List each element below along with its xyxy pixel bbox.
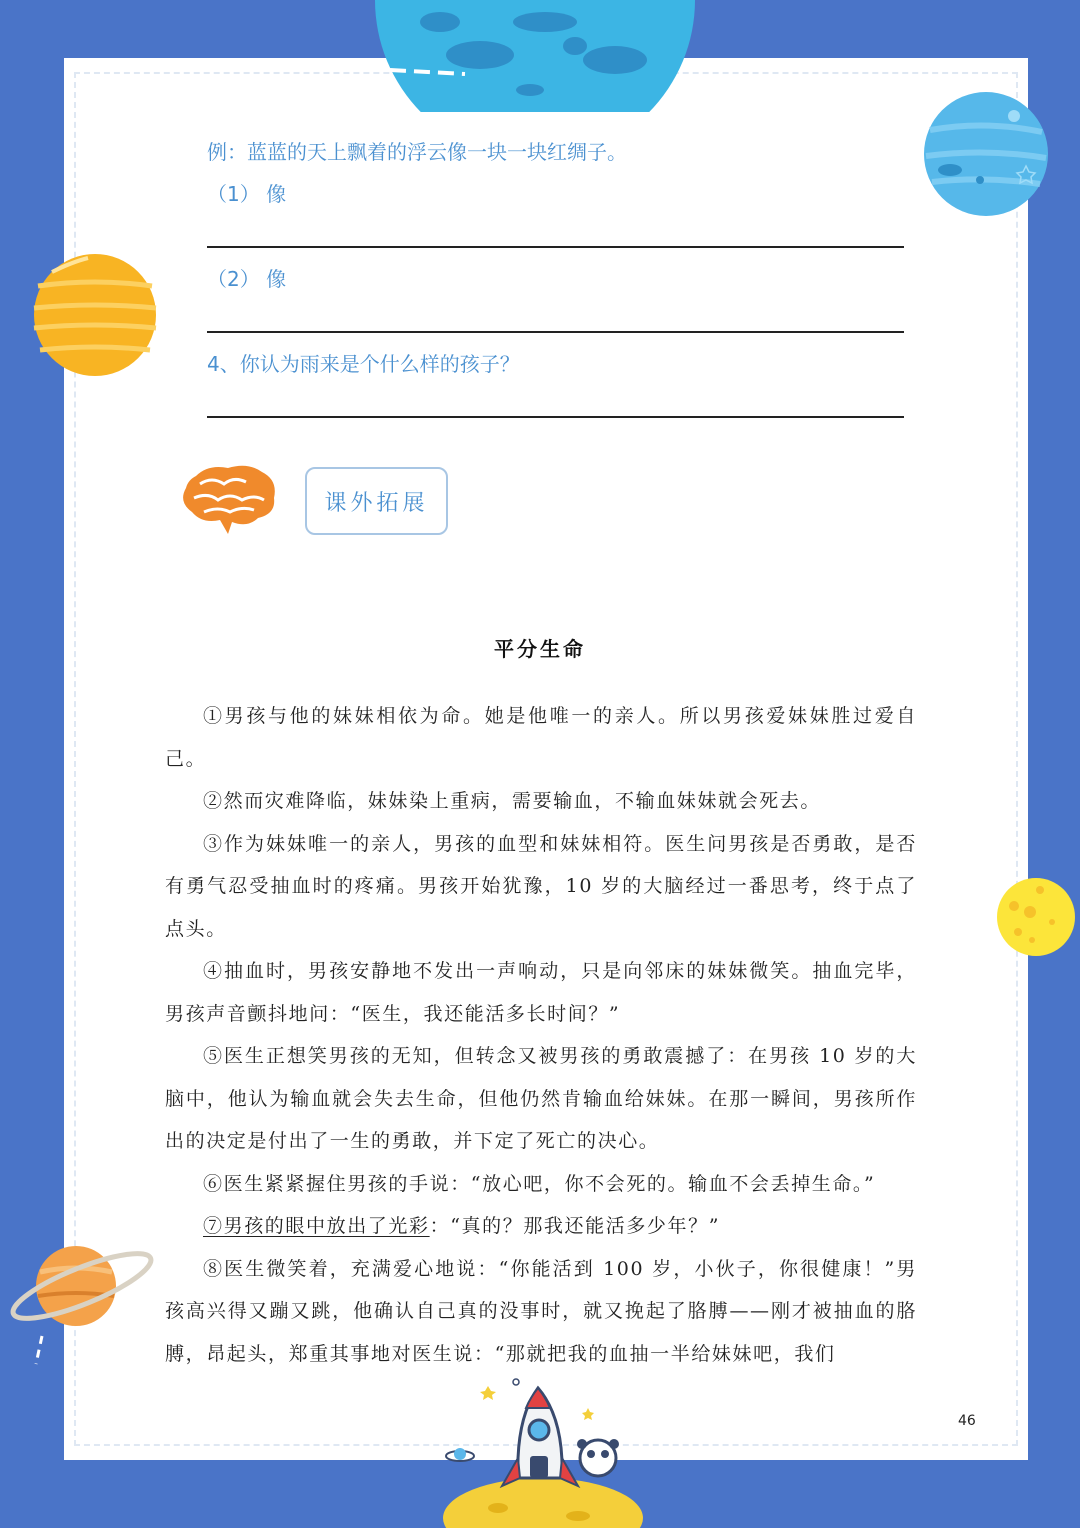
moon-planet-icon — [370, 0, 700, 112]
answer-item-2-label: （2） 像 — [207, 267, 287, 291]
brain-icon — [178, 462, 280, 534]
article-title: 平分生命 — [494, 637, 586, 661]
answer-line-2[interactable] — [207, 331, 904, 333]
saturn-icon — [6, 1240, 156, 1370]
paragraph-7-rest: ：“真的？那我还能活多少年？” — [429, 1215, 721, 1237]
paragraph-3: ③作为妹妹唯一的亲人，男孩的血型和妹妹相符。医生问男孩是否勇敢，是否有勇气忍受抽血时的疼痛。男孩开始犹豫，10 岁的大脑经过一番思考，终于点了点头。 — [165, 832, 917, 940]
paragraph-7 — [165, 1205, 917, 1248]
paragraph-1: ①男孩与他的妹妹相依为命。她是他唯一的亲人。所以男孩爱妹妹胜过爱自己。 — [165, 705, 917, 770]
blue-planet-icon — [922, 90, 1050, 218]
example-sentence: 例：蓝蓝的天上飘着的浮云像一块一块红绸子。 — [207, 140, 627, 164]
answer-line-1[interactable] — [207, 246, 904, 248]
article-body — [165, 695, 917, 1375]
paragraph-6: ⑥医生紧紧握住男孩的手说：“放心吧，你不会死的。输血不会丢掉生命。” — [203, 1172, 876, 1195]
question-4: 4、你认为雨来是个什么样的孩子？ — [207, 352, 520, 376]
section-label-box — [305, 467, 448, 535]
section-label: 课外拓展 — [324, 490, 429, 516]
orange-planet-icon — [32, 252, 158, 378]
paragraph-8: ⑧医生微笑着，充满爱心地说：“你能活到 100 岁，小伙子，你很健康！”男孩高兴得又蹦又跳，他确认自己真的没事时，就又挽起了胳膊——刚才被抽血的胳膊，昂起头，郑重其事地对医生说：“那就把我的血抽一半给妹妹吧，我们 — [165, 1257, 917, 1365]
answer-item-1-label: （1） 像 — [207, 182, 287, 206]
underlined-phrase: ⑦男孩的眼中放出了光彩 — [203, 1215, 430, 1237]
paragraph-2: ②然而灾难降临，妹妹染上重病，需要输血，不输血妹妹就会死去。 — [203, 790, 822, 812]
page-number: 46 — [958, 1413, 976, 1429]
paragraph-4: ④抽血时，男孩安静地不发出一声响动，只是向邻床的妹妹微笑。抽血完毕，男孩声音颤抖地问：“医生，我还能活多长时间？” — [165, 960, 917, 1025]
rocket-illustration-icon — [438, 1368, 648, 1528]
yellow-moon-icon — [996, 876, 1076, 958]
answer-line-3[interactable] — [207, 416, 904, 418]
paragraph-5: ⑤医生正想笑男孩的无知，但转念又被男孩的勇敢震撼了：在男孩 10 岁的大脑中，他认为输血就会失去生命，但他仍然肯输血给妹妹。在那一瞬间，男孩所作出的决定是付出了一生的勇敢，并下定了死亡的决心。 — [165, 1045, 917, 1152]
